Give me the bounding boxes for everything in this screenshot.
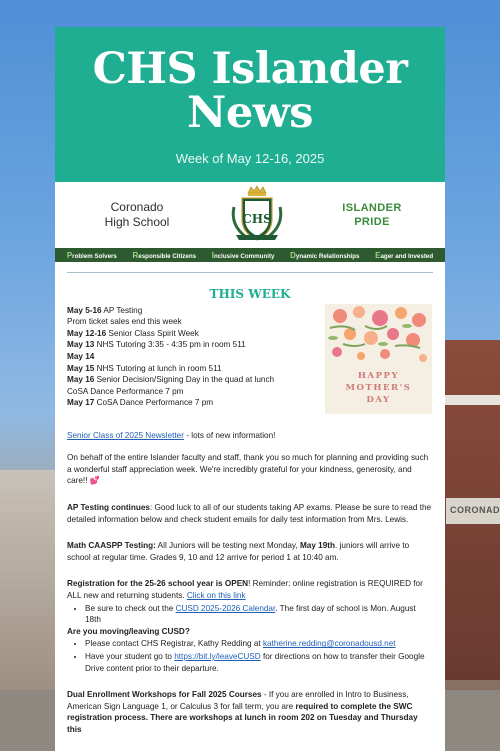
senior-newsletter-link[interactable]: Senior Class of 2025 Newsletter [67, 430, 184, 440]
list-item: • Be sure to check out the CUSD 2025-2026 Calendar. The first day of school is Mon. August 18th [85, 603, 433, 626]
pride-line2: PRIDE [354, 216, 390, 228]
event-item: May 14 [67, 351, 95, 361]
newsletter-subtitle: Week of May 12-16, 2025 [175, 151, 325, 166]
dual-enrollment-paragraph: Dual Enrollment Workshops for Fall 2025 Courses - If you are enrolled in Intro to Business, American Sign Language 1, or Calculus 3 for fall term, you are required to complete the SWC registration process. There are workshops at lunch in room 202 on Tuesday and Thursday this [67, 690, 418, 734]
event-item: May 13 NHS Tutoring 3:35 - 4:35 pm in room 511 [67, 340, 246, 350]
school-name [77, 200, 197, 230]
leave-cusd-link[interactable]: https://bit.ly/leaveCUSD [174, 651, 261, 661]
crest-letters: CHS [242, 212, 272, 226]
islander-pride-label [317, 201, 427, 229]
this-week-section [67, 305, 433, 414]
value-item: Inclusive Community [211, 250, 275, 260]
event-list [67, 305, 317, 414]
newsletter-title: CHS Islander News [92, 44, 408, 138]
section-divider [67, 272, 433, 273]
event-item: May 15 NHS Tutoring at lunch in room 511 [67, 363, 222, 373]
moving-list [85, 638, 433, 674]
value-item: Problem Solvers [66, 250, 117, 260]
background-school-sign: CORONAD [446, 498, 500, 524]
background-roof [442, 395, 500, 405]
flower-illustration-icon [325, 304, 432, 374]
calendar-link[interactable]: CUSD 2025-2026 Calendar [175, 603, 276, 613]
school-name-line2: High School [104, 215, 170, 229]
event-item: May 16 Senior Decision/Signing Day in the quad at lunch [67, 375, 275, 385]
ap-testing-paragraph: AP Testing continues: Good luck to all of our students taking AP exams. Please be sure to read the detailed information below and check student emails for daily test information from Mrs. Lewis. [67, 502, 432, 524]
registration-list [85, 603, 433, 626]
school-banner [55, 182, 445, 248]
value-item: Dynamic Relationships [290, 250, 360, 260]
thanks-paragraph: On behalf of the entire Islander faculty and staff, thank you so much for planning and providing such a wonderful staff appreciation week. We're incredibly grateful for your kindness, generosity, and care!! 💕 [67, 453, 429, 486]
event-item: May 5-16 AP Testing [67, 305, 143, 315]
pride-line1: ISLANDER [342, 202, 402, 214]
caaspp-paragraph: Math CAASPP Testing: All Juniors will be testing next Monday, May 19th. juniors will arrive to school at regular time. Grades 9, 10 and 12 arrive for period 1 at 10:40 am. [67, 541, 410, 562]
school-crest-icon [226, 185, 288, 245]
this-week-heading: THIS WEEK [209, 287, 291, 301]
newsletter-body [55, 289, 445, 735]
event-item: May 17 CoSA Dance Performance 7 pm [67, 398, 214, 408]
background-building-left [0, 470, 60, 700]
moving-heading: Are you moving/leaving CUSD? [67, 626, 190, 636]
newsletter-card [55, 27, 445, 751]
school-name-line1: Coronado [110, 200, 164, 214]
registration-paragraph: Registration for the 25-26 school year is OPEN! Reminder: online registration is REQUIRED for ALL new and returning students. Click on this link [67, 579, 423, 600]
pride-values-bar [55, 248, 445, 262]
value-item: Responsible Citizens [132, 250, 197, 260]
newsletter-link-paragraph: Senior Class of 2025 Newsletter - lots of new information! [67, 430, 276, 440]
value-item: Eager and Invested [375, 250, 434, 260]
registrar-email-link[interactable]: katherine.redding@coronadousd.net [262, 639, 396, 649]
list-item: • Please contact CHS Registrar, Kathy Redding at katherine.redding@coronadousd.net [85, 638, 433, 650]
registration-link[interactable]: Click on this link [186, 590, 246, 600]
event-item: May 12-16 Senior Class Spirit Week [67, 328, 199, 338]
list-item: • Have your student go to https://bit.ly/leaveCUSD for directions on how to transfer their Google Drive content prior to their departure. [85, 651, 433, 674]
header-banner [55, 27, 445, 182]
mothers-day-image [325, 304, 432, 414]
event-item: CoSA Dance Performance 7 pm [67, 386, 184, 396]
event-item: Prom ticket sales end this week [67, 317, 182, 327]
mothers-day-text: HAPPY MOTHER'S DAY [345, 370, 412, 405]
